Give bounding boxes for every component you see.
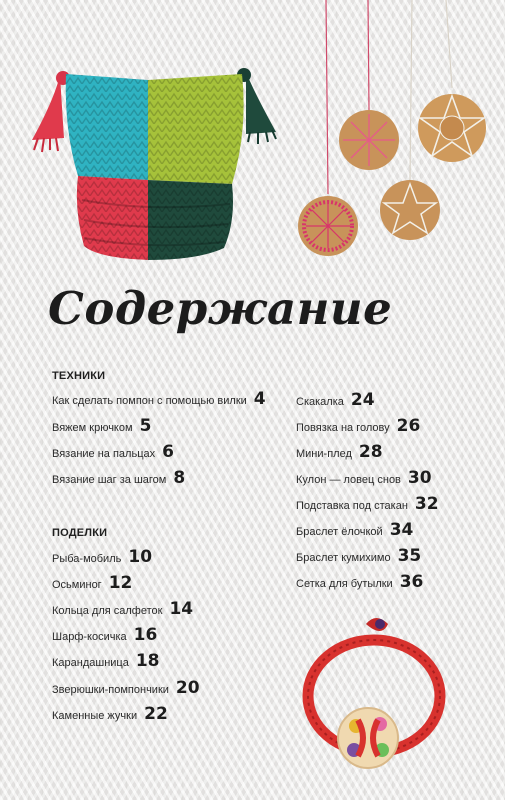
toc-entry-label: Кулон — ловец снов [296, 474, 401, 486]
toc-entry-label: Карандашница [52, 657, 129, 669]
toc-entry-page: 12 [108, 573, 133, 593]
toc-entry[interactable] [52, 651, 160, 671]
section-heading-techniques: ТЕХНИКИ [52, 370, 106, 382]
toc-entry[interactable] [296, 468, 432, 488]
toc-entry-page: 32 [414, 494, 439, 514]
string-art-ornaments-image [296, 0, 500, 265]
toc-entry[interactable] [52, 442, 174, 462]
toc-entry[interactable] [52, 599, 193, 619]
toc-entry[interactable] [52, 416, 151, 436]
toc-entry[interactable] [52, 468, 185, 488]
toc-entry-label: Подставка под стакан [296, 500, 408, 512]
toc-entry-page: 8 [173, 468, 186, 488]
toc-entry-page: 20 [175, 678, 200, 698]
toc-entry-label: Шарф-косичка [52, 631, 127, 643]
toc-entry[interactable] [296, 546, 421, 566]
toc-entry-page: 30 [407, 468, 432, 488]
toc-entry-label: Осьминог [52, 579, 102, 591]
ornament-pink-sunburst [298, 196, 358, 256]
toc-entry-label: Вяжем крючком [52, 422, 133, 434]
crochet-hat-image [18, 60, 288, 270]
toc-entry[interactable] [52, 704, 168, 724]
toc-entry-label: Зверюшки-помпончики [52, 684, 169, 696]
toc-entry[interactable] [52, 547, 152, 567]
toc-entry-label: Как сделать помпон с помощью вилки [52, 395, 247, 407]
toc-entry-page: 4 [253, 389, 266, 409]
toc-entry[interactable] [52, 573, 132, 593]
page-title: Содержание [48, 282, 393, 335]
flower-button [338, 708, 398, 768]
toc-entry-page: 14 [169, 599, 194, 619]
bracelet-image [296, 610, 456, 790]
toc-entry-label: Браслет ёлочкой [296, 526, 383, 538]
toc-entry-page: 36 [399, 572, 424, 592]
toc-entry[interactable] [296, 416, 420, 436]
toc-entry[interactable] [52, 625, 157, 645]
ornament-star-medium [380, 180, 440, 240]
toc-entry-page: 24 [350, 390, 375, 410]
toc-entry-page: 6 [162, 442, 174, 462]
toc-entry-label: Вязание на пальцах [52, 448, 156, 460]
toc-entry-page: 26 [396, 416, 421, 436]
toc-entry-page: 34 [389, 520, 414, 540]
toc-entry-label: Рыба-мобиль [52, 553, 122, 565]
left-tassel [32, 71, 70, 152]
toc-entry-page: 35 [397, 546, 422, 566]
toc-entry-page: 22 [144, 704, 168, 724]
toc-entry-page: 16 [133, 625, 158, 645]
toc-entry-label: Вязание шаг за шагом [52, 474, 167, 486]
ornament-small-pink [339, 110, 399, 170]
toc-entry-page: 28 [358, 442, 383, 462]
toc-entry[interactable] [52, 678, 200, 698]
toc-entry-label: Кольца для салфеток [52, 605, 163, 617]
toc-entry-label: Мини-плед [296, 448, 352, 460]
toc-entry-page: 5 [139, 416, 152, 436]
toc-entry-label: Сетка для бутылки [296, 578, 393, 590]
toc-entry[interactable] [296, 442, 383, 462]
toc-entry-label: Скакалка [296, 396, 344, 408]
toc-entry[interactable] [296, 494, 439, 514]
ornament-star-large [418, 94, 486, 162]
toc-entry-label: Повязка на голову [296, 422, 390, 434]
toc-entry[interactable] [296, 520, 413, 540]
toc-entry[interactable] [296, 390, 375, 410]
toc-entry-page: 18 [135, 651, 160, 671]
toc-entry-label: Каменные жучки [52, 710, 138, 722]
section-heading-crafts: ПОДЕЛКИ [52, 527, 108, 539]
toc-entry[interactable] [52, 389, 266, 409]
toc-entry[interactable] [296, 572, 423, 592]
toc-entry-page: 10 [128, 547, 153, 567]
toc-entry-label: Браслет кумихимо [296, 552, 391, 564]
